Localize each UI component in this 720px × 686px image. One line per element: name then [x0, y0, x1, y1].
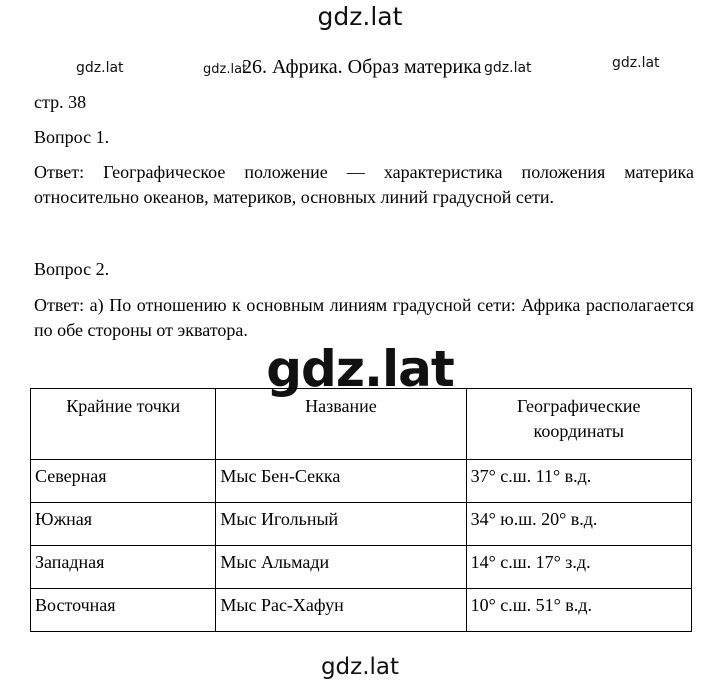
table-cell: Мыс Альмади: [216, 546, 466, 589]
watermark-bottom: gdz.lat: [320, 654, 400, 680]
watermark-small: gdz.lat: [484, 60, 532, 76]
answer-2-text: Ответ: а) По отношению к основным линиям градусной сети: Африка располагается по обе стороны от экватора.: [34, 295, 694, 340]
table-cell: Южная: [31, 503, 216, 546]
table-cell: 37° с.ш. 11° в.д.: [466, 460, 691, 503]
table-cell: Мыс Бен-Секка: [216, 460, 466, 503]
table-header-cell: Крайние точки: [31, 389, 216, 460]
table-row: [31, 546, 692, 589]
table-cell: Северная: [31, 460, 216, 503]
watermark-small: gdz.lat: [612, 55, 660, 71]
table-row: [31, 503, 692, 546]
table-cell: 34° ю.ш. 20° в.д.: [466, 503, 691, 546]
watermark-top: gdz.lat: [317, 2, 403, 31]
answer-1-text: Ответ: Географическое положение — характеристика положения материка относительно океанов, материков, основных линий градусной сети.: [34, 162, 694, 207]
table-cell: 10° с.ш. 51° в.д.: [466, 589, 691, 632]
table-row: [31, 460, 692, 503]
question-2-label: Вопрос 2.: [34, 259, 110, 279]
page-number: стр. 38: [34, 92, 87, 112]
table-header-cell: Географические координаты: [466, 389, 691, 460]
table-cell: Западная: [31, 546, 216, 589]
table-cell: Мыс Игольный: [216, 503, 466, 546]
watermark-small: gdz.lat: [76, 60, 124, 76]
table-cell: Восточная: [31, 589, 216, 632]
watermark-small: gdz.lat: [203, 62, 248, 77]
section-heading: 26. Африка. Образ материка: [242, 56, 482, 78]
table-cell: Мыс Рас-Хафун: [216, 589, 466, 632]
watermark-large: gdz.lat: [266, 340, 454, 398]
table-header-cell: Название: [216, 389, 466, 460]
table-cell: 14° с.ш. 17° з.д.: [466, 546, 691, 589]
question-1-label: Вопрос 1.: [34, 127, 110, 147]
table-row: [31, 589, 692, 632]
extreme-points-table: [30, 388, 692, 632]
table-header-row: [31, 389, 692, 460]
